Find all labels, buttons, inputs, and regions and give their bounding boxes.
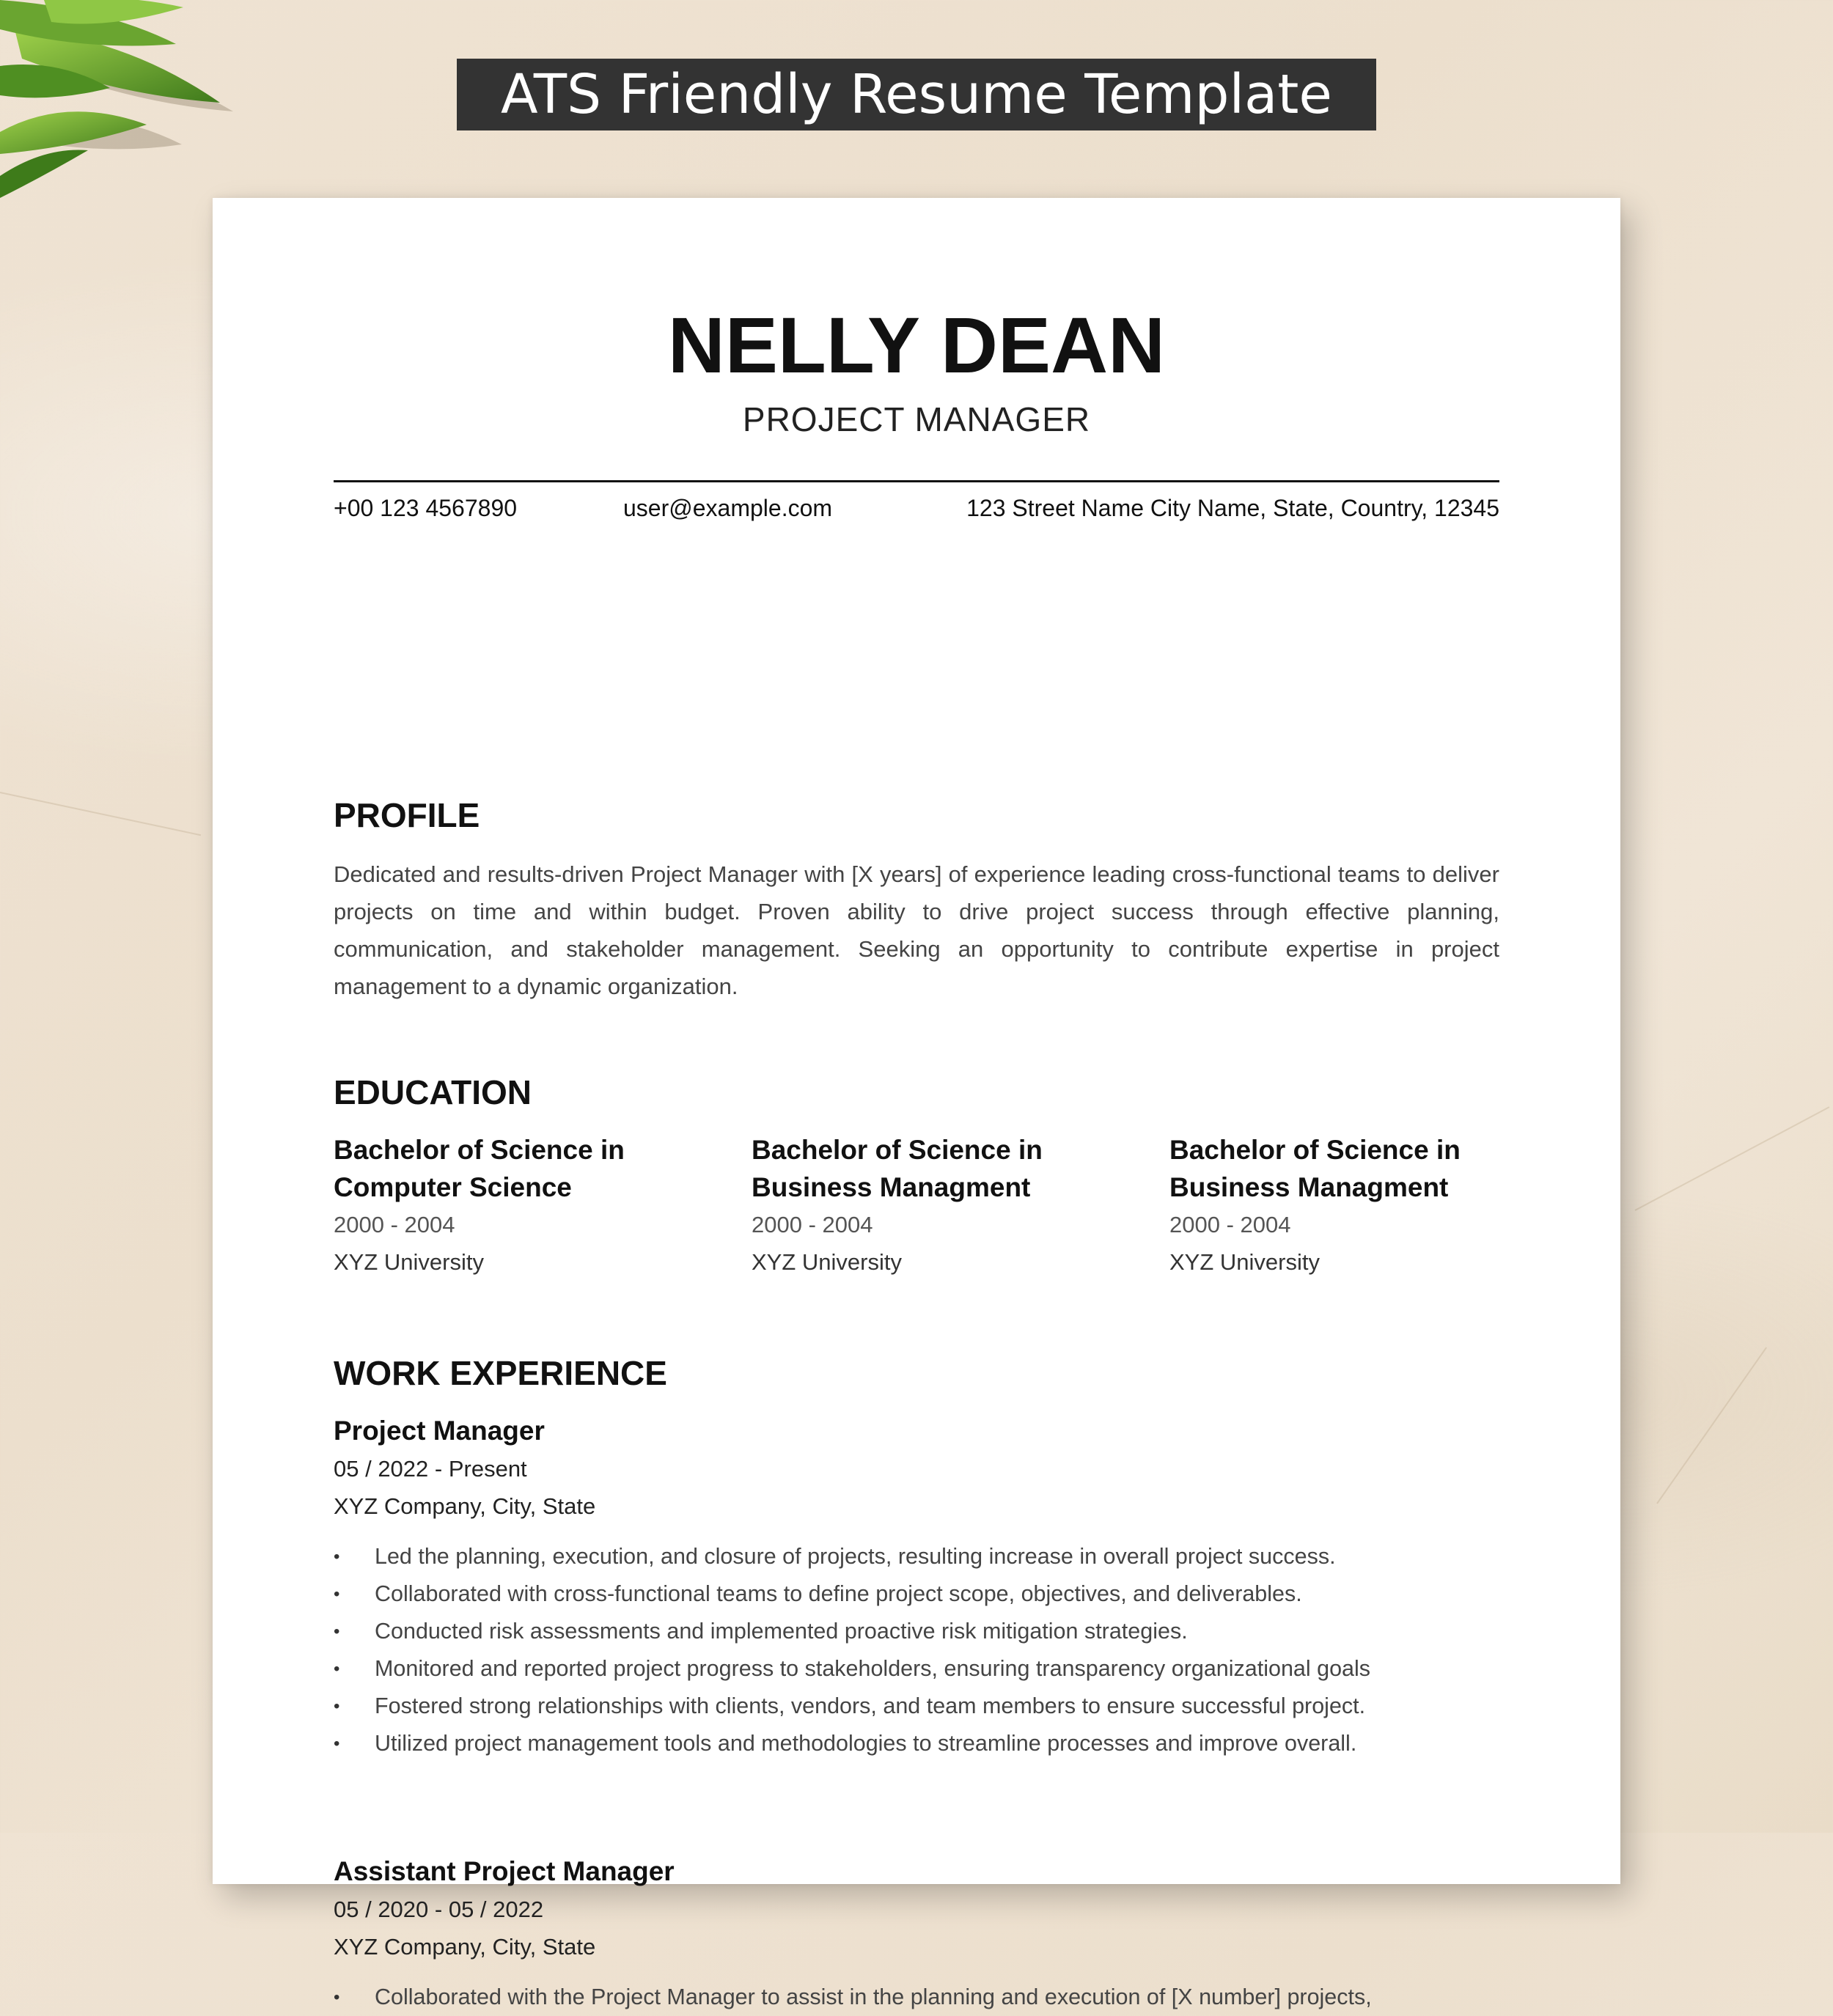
education-years: 2000 - 2004 [752, 1212, 873, 1237]
list-item [334, 1979, 1499, 2016]
job-dates: 05 / 2022 - Present [334, 1456, 527, 1482]
marble-vein [0, 792, 201, 836]
education-item [334, 1131, 678, 1281]
plant-decoration [0, 0, 242, 220]
bullet-dot: • [334, 1547, 340, 1567]
education-degree: Bachelor of Science in Business Managment [752, 1135, 1043, 1202]
list-item [334, 1650, 1499, 1688]
job-entry [334, 1853, 1499, 2016]
bullet-dot: • [334, 1659, 340, 1679]
bullet-text: Collaborated with cross-functional teams to define project scope, objectives, and deliverables. [375, 1581, 1302, 1606]
education-degree: Bachelor of Science in Computer Science [334, 1135, 625, 1202]
education-item [1169, 1131, 1514, 1281]
job-title: Project Manager [334, 1416, 545, 1446]
bullet-dot: • [334, 1696, 340, 1716]
bullet-text: Fostered strong relationships with clients, vendors, and team members to ensure successful project. [375, 1693, 1366, 1718]
bullet-dot: • [334, 1622, 340, 1641]
profile-text: Dedicated and results-driven Project Manager with [X years] of experience leading cross-functional teams to deliver projects on time and within budget. Proven ability to drive project success through effective planning, communication, and stakeholder management. Seeking an opportunity to contribute expertise in project management to a dynamic organization. [334, 861, 1499, 999]
experience-heading: WORK EXPERIENCE [334, 1354, 667, 1392]
job-dates: 05 / 2020 - 05 / 2022 [334, 1897, 544, 1922]
marble-vein [1656, 1347, 1767, 1504]
resume-page [213, 198, 1620, 2009]
bullet-text: Led the planning, execution, and closure of projects, resulting increase in overall project success. [375, 1544, 1336, 1569]
education-school: XYZ University [752, 1249, 902, 1275]
education-degree: Bachelor of Science in Business Managment [1169, 1135, 1461, 1202]
header-divider [334, 480, 1499, 482]
education-years: 2000 - 2004 [1169, 1212, 1291, 1237]
job-title: Assistant Project Manager [334, 1856, 675, 1886]
list-item [334, 1725, 1499, 1762]
list-item [334, 1538, 1499, 1575]
list-item [334, 1688, 1499, 1725]
contact-address: 123 Street Name City Name, State, Country, 12345 [966, 495, 1499, 521]
job-company: XYZ Company, City, State [334, 1493, 596, 1519]
job-company: XYZ Company, City, State [334, 1934, 596, 1960]
bullet-text: Monitored and reported project progress to stakeholders, ensuring transparency organizational goals [375, 1656, 1371, 1681]
list-item [334, 1575, 1499, 1613]
bullet-text: Collaborated with the Project Manager to assist in the planning and execution of [X number] projects, [375, 1984, 1372, 2009]
resume-role: PROJECT MANAGER [742, 400, 1091, 438]
bullet-dot: • [334, 1987, 340, 2007]
banner-title: ATS Friendly Resume Template [457, 59, 1376, 130]
education-school: XYZ University [334, 1249, 484, 1275]
bullet-dot: • [334, 1584, 340, 1604]
job-entry [334, 1412, 1499, 1762]
profile-heading: PROFILE [334, 796, 480, 834]
job-bullets [334, 1538, 1499, 1762]
education-item [752, 1131, 1096, 1281]
bullet-text: Conducted risk assessments and implemented proactive risk mitigation strategies. [375, 1619, 1188, 1644]
contact-phone: +00 123 4567890 [334, 495, 518, 521]
resume-name: NELLY DEAN [667, 301, 1166, 389]
bullet-dot: • [334, 1734, 340, 1754]
education-years: 2000 - 2004 [334, 1212, 455, 1237]
job-bullets [334, 1979, 1499, 2016]
list-item [334, 1613, 1499, 1650]
bullet-text: Utilized project management tools and methodologies to streamline processes and improve overall. [375, 1731, 1357, 1756]
education-heading: EDUCATION [334, 1073, 532, 1111]
contact-email: user@example.com [623, 495, 833, 521]
marble-vein [1635, 1106, 1830, 1211]
education-school: XYZ University [1169, 1249, 1320, 1275]
